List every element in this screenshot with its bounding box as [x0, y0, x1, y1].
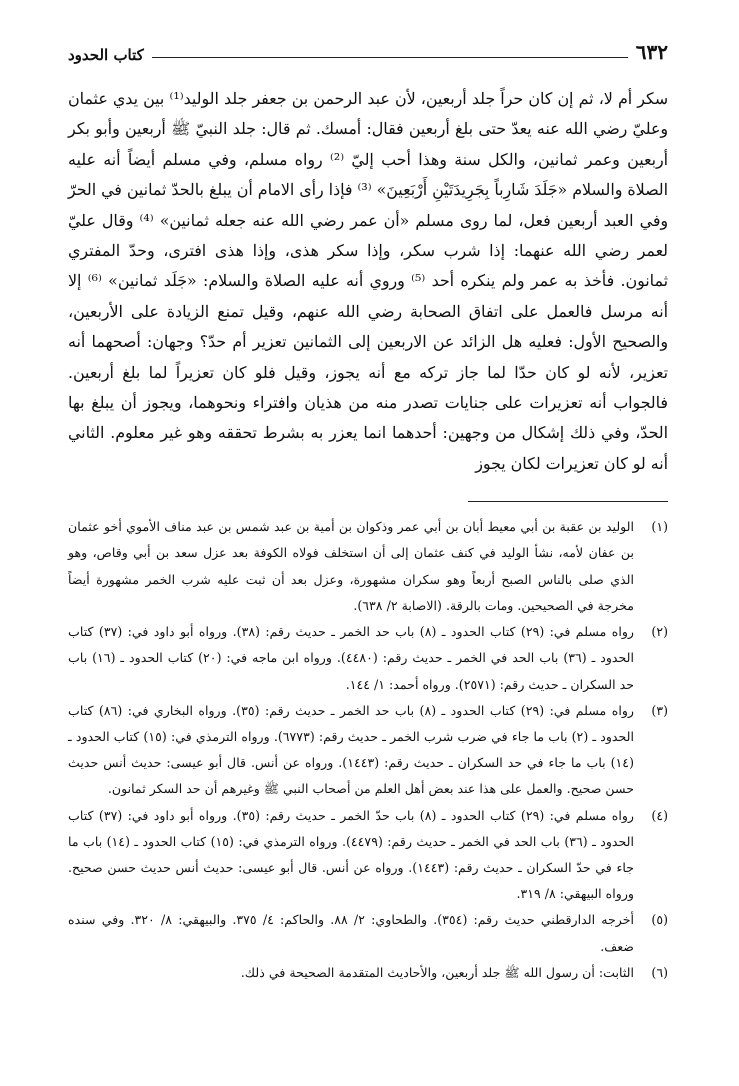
footnote-2: [68, 619, 668, 698]
page-number: ٦٣٢: [635, 40, 668, 64]
footnote-number: (٥): [651, 912, 668, 928]
footnote-text: الوليد بن عقبة بن أبي معيط أبان بن أبي عمر وذكوان بن أمية بن عبد شمس بن عبد مناف الأموي أخو عثمان بن عفان لأمه، نشأ الوليد في كنف عثمان إلى أن استخلف فولاه الكوفة بعد عزل سعد بن أبي وقاص، وهو الذي صلى بالناس الصبح أربعاً وهو سكران مشهورة، وعزل بعد أن ثبت عليه شرب الخمر مشهورة أيضاً مخرجة في الصحيحين. ومات بالرقة. (الاصابة ٢/ ٦٣٨).: [68, 519, 634, 613]
footnote-1: [68, 514, 668, 619]
main-paragraph: سكر أم لا، ثم إن كان حراً جلد أربعين، لأن عبد الرحمن بن جعفر جلد الوليد⁽¹⁾ بين يدي عثمان وعليّ رضي الله عنه يعدّ حتى بلغ أربعين فقال: أمسك. ثم قال: جلد النبيّ ﷺ أربعين وأبو بكر أربعين وعمر ثمانين، والكل سنة وهذا أحب إليّ ⁽²⁾ رواه مسلم، وفي مسلم أيضاً أنه عليه الصلاة والسلام «جَلَدَ شَارِباً بِجَرِيدَتَيْنِ أَرْبَعِينَ» ⁽³⁾ فإذا رأى الامام أن يبلغ بالحدّ ثمانين في الحرّ وفي العبد أربعين فعل، لما روى مسلم «أن عمر رضي الله عنه جعله ثمانين» ⁽⁴⁾ وقال عليّ لعمر رضي الله عنهما: إذا شرب سكر، وإذا سكر هذى، وإذا هذى افترى، وحدّ المفتري ثمانون. فأخذ به عمر ولم ينكره أحد ⁽⁵⁾ وروي أنه عليه الصلاة والسلام: «جَلَد ثمانين» ⁽⁶⁾ إلا أنه مرسل فالعمل على اتفاق الصحابة رضي الله عنهم، وقيل تمنع الزيادة على الأربعين، والصحيح الأول: فعليه هل الزائد عن الاربعين إلى الثمانين تعزير أم حدّ؟ وجهان: أصحهما أنه تعزير، لأنه لو كان حدّا لما جاز تركه مع أنه يجوز، وقيل فلو كان تعزيراً لما بلغ أربعين. فالجواب أنه تعزيرات على جنايات تصدر منه من هذيان وافتراء ونحوهما، ويجوز أن يبلغ بها الحدّ، وفي ذلك إشكال من وجهين: أحدهما انما يعزر به بشرط تحققه وهو غير معلوم. الثاني أنه لو كان تعزيرات لكان يجوز: [68, 89, 669, 473]
footnote-3: [68, 698, 668, 803]
footnote-text: رواه مسلم في: (٢٩) كتاب الحدود ـ (٨) باب حد الخمر ـ حديث رقم: (٣٨). ورواه أبو داود في: (٣٧) كتاب الحدود ـ (٣٦) باب الحد في الخمر ـ حديث رقم: (٤٤٨٠). ورواه ابن ماجه في: (٢٠) كتاب الحدود ـ (١٦) باب حد السكران ـ حديث رقم: (٢٥٧١). ورواه أحمد: ١/ ١٤٤.: [68, 624, 634, 692]
footnote-number: (٦): [651, 964, 668, 980]
footnote-number: (٢): [651, 624, 668, 640]
main-text: [68, 84, 668, 479]
footnotes: [68, 514, 668, 986]
chapter-title: كتاب الحدود: [68, 46, 144, 64]
footnote-number: (٣): [651, 702, 668, 718]
footnote-4: [68, 803, 668, 908]
footnote-text: رواه مسلم في: (٢٩) كتاب الحدود ـ (٨) باب حد الخمر ـ حديث رقم: (٣٥). ورواه البخاري في: (٨٦) كتاب الحدود ـ (٢) باب ما جاء في ضرب شرب الخمر ـ حديث رقم: (٦٧٧٣). ورواه الترمذي في: (١٥) كتاب الحدود ـ (١٤) باب ما جاء في حد السكران ـ حديث رقم: (١٤٤٣). ورواه عن أنس. قال أبو عيسى: حديث أنس حديث حسن صحيح. والعمل على هذا عند بعض أهل العلم من أصحاب النبي ﷺ وغيرهم أن حد السكر ثمانون.: [68, 702, 635, 797]
footnote-text: الثابت: أن رسول الله ﷺ جلد أربعين، والأحاديث المتقدمة الصحيحة في ذلك.: [240, 964, 634, 980]
book-page: [68, 34, 668, 986]
footnote-number: (١): [651, 519, 668, 535]
footnote-text: رواه مسلم في: (٢٩) كتاب الحدود ـ (٨) باب حدّ الخمر ـ حديث رقم: (٣٥). ورواه أبو داود في: (٣٧) كتاب الحدود ـ (٣٦) باب الحد في الخمر ـ حديث رقم: (٤٤٧٩). ورواه الترمذي في: (١٥) كتاب الحدود ـ (١٤) باب ما جاء في حدّ السكران ـ حديث رقم: (١٤٤٣). ورواه عن أنس. قال أبو عيسى: حديث أنس حديث حسن صحيح. ورواه البيهقي: ٨/ ٣١٩.: [68, 807, 634, 902]
footnote-6: [68, 960, 668, 986]
footnote-number: (٤): [651, 807, 668, 823]
footnote-5: [68, 907, 668, 959]
footnote-text: أخرجه الدارقطني حديث رقم: (٣٥٤). والطحاوي: ٢/ ٨٨. والحاكم: ٤/ ٣٧٥. والبيهقي: ٨/ ٣٢٠. وفي سنده ضعف.: [68, 912, 635, 954]
page-header: [68, 34, 668, 64]
header-rule: [152, 57, 628, 58]
footnote-separator: [468, 501, 668, 502]
